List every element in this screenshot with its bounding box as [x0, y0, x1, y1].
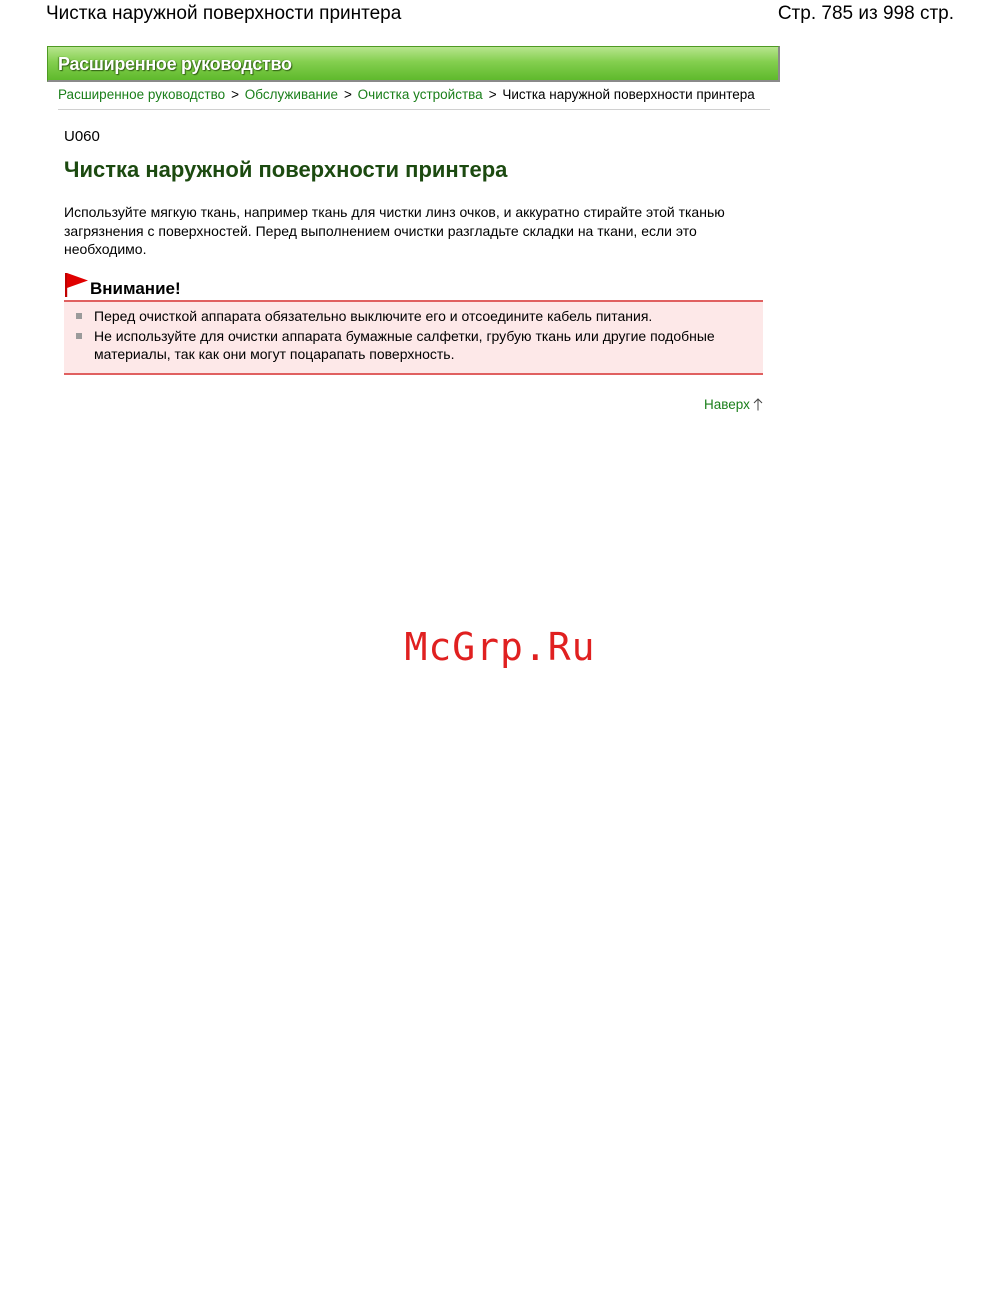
breadcrumb [58, 87, 770, 110]
caution-header [64, 270, 763, 302]
caution-body [64, 302, 763, 375]
caution-list [76, 307, 753, 364]
page-title: Чистка наружной поверхности принтера [64, 157, 508, 182]
breadcrumb-current: Чистка наружной поверхности принтера [502, 87, 755, 102]
print-header-page-info: Стр. 785 из 998 стр. [777, 3, 954, 24]
red-flag-icon [64, 272, 90, 298]
square-bullet-icon [76, 333, 82, 339]
breadcrumb-separator: > [344, 87, 352, 102]
caution-box [64, 270, 763, 375]
print-header [46, 2, 954, 26]
breadcrumb-link-advanced-guide[interactable]: Расширенное руководство [58, 87, 226, 102]
banner-title: Расширенное руководство [58, 54, 292, 74]
intro-paragraph: Используйте мягкую ткань, например ткань для чистки линз очков, и аккуратно стирайте этой тканью загрязнения с поверхностей. Перед выполнением очистки разгладьте складки на ткани, если это необходимо. [64, 204, 725, 257]
square-bullet-icon [76, 313, 82, 319]
print-header-title: Чистка наружной поверхности принтера [46, 3, 402, 24]
caution-item [76, 327, 753, 364]
breadcrumb-separator: > [231, 87, 240, 102]
back-to-top-link[interactable] [704, 397, 763, 412]
arrow-up-icon [753, 398, 763, 411]
breadcrumb-link-cleaning[interactable]: Очистка устройства [357, 87, 483, 102]
watermark: McGrp.Ru [404, 625, 596, 669]
caution-item-text: Не используйте для очистки аппарата бумажные салфетки, грубую ткань или другие подобные материалы, так как они могут поцарапать поверхность. [94, 327, 715, 362]
caution-title: Внимание! [90, 279, 181, 298]
breadcrumb-separator: > [488, 87, 497, 102]
manual-banner [47, 46, 780, 82]
back-to-top-label: Наверх [704, 397, 750, 412]
breadcrumb-link-maintenance[interactable]: Обслуживание [244, 87, 338, 102]
caution-item-text: Перед очисткой аппарата обязательно выключите его и отсоедините кабель питания. [94, 308, 653, 324]
caution-item [76, 307, 753, 326]
page-code: U060 [64, 128, 100, 145]
